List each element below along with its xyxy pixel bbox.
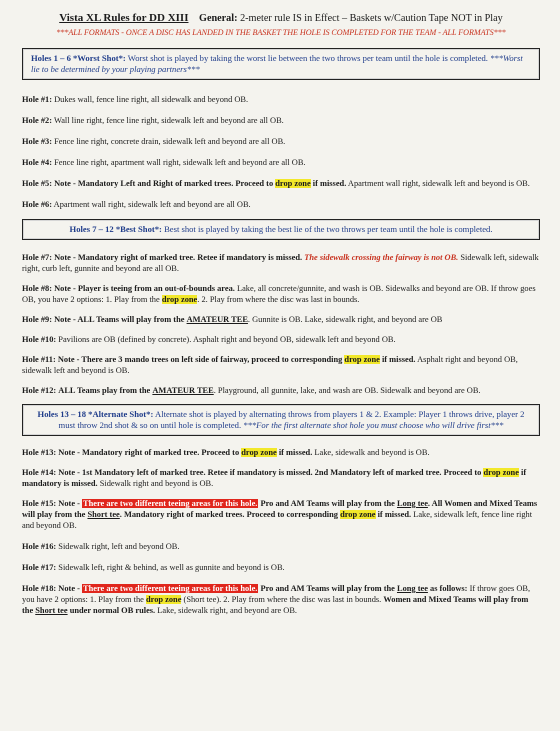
hole-12	[22, 385, 540, 396]
section-alternate-shot-heading: Holes 13 – 18 *Alternate Shot*:	[37, 409, 154, 419]
hole-label: Hole #18:	[22, 584, 57, 593]
hole-13	[22, 447, 540, 458]
hole-note: if missed.	[312, 179, 347, 188]
drop-zone-highlight: drop zone	[161, 295, 198, 304]
hole-text: Sidewalk right and beyond is OB.	[99, 479, 214, 488]
hole-note: as follows:	[430, 584, 468, 593]
hole-text: If throw goes OB, you have 2 options: 1. Play from the	[22, 584, 531, 604]
hole-16	[22, 541, 540, 552]
hole-note: Pro and AM Teams will play from the	[260, 584, 395, 593]
section-best-shot-heading: Holes 7 – 12 *Best Shot*:	[69, 224, 162, 234]
hole-note: under normal OB rules.	[69, 606, 156, 615]
sidewalk-note: The sidewalk crossing the fairway is not OB.	[304, 253, 459, 262]
hole-text: . Playground, all gunnite, lake, and wash are OB. Sidewalk and beyond are OB.	[213, 386, 481, 395]
section-worst-shot-heading: Holes 1 – 6 *Worst Shot*:	[31, 53, 126, 63]
hole-label: Hole #16:	[22, 542, 57, 551]
hole-label: Hole #10:	[22, 335, 57, 344]
hole-15	[22, 498, 540, 531]
section-worst-shot	[22, 48, 540, 80]
hole-label: Hole #9:	[22, 315, 53, 324]
hole-note: Pro and AM Teams will play from the	[260, 499, 395, 508]
hole-label: Hole #6:	[22, 200, 53, 209]
hole-label: Hole #1:	[22, 95, 53, 104]
hole-text: Lake, sidewalk right, and beyond are OB.	[157, 606, 298, 615]
hole-label: Hole #8:	[22, 284, 53, 293]
hole-label: Hole #5:	[22, 179, 53, 188]
hole-note: Women and Mixed Teams will play from the	[22, 595, 529, 615]
hole-label: Hole #14:	[22, 468, 57, 477]
two-teeing-areas-alert: There are two different teeing areas for this hole.	[83, 584, 258, 593]
hole-18	[22, 583, 540, 616]
section-best-shot	[22, 219, 540, 240]
section-alternate-shot-note: ***For the first alternate shot hole you must choose who will drive first***	[243, 420, 504, 430]
header	[22, 12, 540, 25]
long-tee: Long tee	[396, 584, 428, 593]
hole-7	[22, 252, 540, 274]
drop-zone-highlight: drop zone	[483, 468, 519, 477]
section-worst-shot-note: ***Worst lie to be determined by your playing partners***	[31, 53, 523, 74]
hole-note: Note - Mandatory Left and Right of marked trees. Proceed to	[54, 179, 274, 188]
section-alternate-shot	[22, 404, 540, 436]
hole-8	[22, 283, 540, 305]
section-worst-shot-text: Worst shot is played by taking the worst lie between the two throws per team until the hole is completed.	[127, 53, 488, 63]
page-title: Vista XL Rules for DD XIII	[59, 12, 189, 24]
hole-3	[22, 136, 540, 147]
hole-note: Note - There are 3 mando trees on left side of fairway, proceed to corresponding	[57, 355, 343, 364]
hole-note: Note - ALL Teams will play from the	[54, 315, 185, 324]
hole-note: if mandatory is missed.	[22, 468, 527, 488]
hole-note: Note - Mandatory right of marked tree. Proceed to	[58, 448, 240, 457]
hole-note: Note -	[58, 499, 80, 508]
drop-zone-highlight: drop zone	[241, 448, 277, 457]
short-tee: Short tee	[87, 510, 120, 519]
hole-note: if missed.	[377, 510, 412, 519]
hole-5	[22, 178, 540, 189]
hole-note: if missed.	[278, 448, 313, 457]
hole-label: Hole #12:	[22, 386, 57, 395]
hole-text: Sidewalk left, sidewalk right, curb left, gunnite and beyond are all OB.	[22, 253, 539, 273]
hole-6	[22, 199, 540, 210]
hole-note: . Mandatory right of marked trees. Proceed to corresponding	[119, 510, 338, 519]
hole-17	[22, 562, 540, 573]
hole-text: Apartment wall right, sidewalk left and beyond is OB.	[347, 179, 530, 188]
hole-text: Lake, all concrete/gunnite, and wash is OB. Sidewalks and beyond are OB. If throw goes OB, you have 2 options: 1. Play from the	[22, 284, 536, 304]
hole-text: Lake, sidewalk and beyond is OB.	[314, 448, 430, 457]
two-teeing-areas-alert: There are two different teeing areas for this hole.	[83, 499, 258, 508]
hole-text: Fence line right, concrete drain, sidewalk left and beyond are all OB.	[54, 137, 286, 146]
drop-zone-highlight: drop zone	[344, 355, 380, 364]
hole-text: Dukes wall, fence line right, all sidewalk and beyond OB.	[54, 95, 249, 104]
hole-1	[22, 94, 540, 105]
all-formats-warning: ***ALL FORMATS - ONCE A DISC HAS LANDED IN THE BASKET THE HOLE IS COMPLETED FOR THE TEAM - ALL FORMATS***	[56, 28, 506, 37]
long-tee: Long tee	[396, 499, 428, 508]
hole-label: Hole #17:	[22, 563, 57, 572]
hole-note: Note - Mandatory right of marked tree. Retee if mandatory is missed.	[54, 253, 303, 262]
hole-4	[22, 157, 540, 168]
amateur-tee: AMATEUR TEE	[186, 315, 248, 324]
short-tee: Short tee	[35, 606, 68, 615]
hole-text: Pavilions are OB (defined by concrete). Asphalt right and beyond OB, sidewalk left and beyond OB.	[58, 335, 396, 344]
hole-text: Sidewalk left, right & behind, as well as gunnite and beyond is OB.	[58, 563, 285, 572]
drop-zone-highlight: drop zone	[340, 510, 376, 519]
hole-text: Asphalt right and beyond OB, sidewalk left and beyond is OB.	[22, 355, 518, 375]
hole-label: Hole #7:	[22, 253, 53, 262]
hole-text: (Short tee). 2. Play from where the disc was last in bounds.	[183, 595, 382, 604]
hole-14	[22, 467, 540, 489]
hole-label: Hole #2:	[22, 116, 53, 125]
hole-note: if missed.	[381, 355, 416, 364]
hole-text: Sidewalk right, left and beyond OB.	[58, 542, 180, 551]
hole-11	[22, 354, 540, 376]
hole-9	[22, 314, 540, 325]
hole-text: Lake, sidewalk left, fence line right and beyond OB.	[22, 510, 533, 530]
hole-note: Note -	[58, 584, 80, 593]
hole-10	[22, 334, 540, 345]
hole-text: Wall line right, fence line right, sidewalk left and beyond are all OB.	[53, 116, 284, 125]
amateur-tee: AMATEUR TEE	[152, 386, 214, 395]
section-best-shot-text: Best shot is played by taking the best lie of the two throws per team until the hole is completed.	[164, 224, 493, 234]
hole-label: Hole #4:	[22, 158, 53, 167]
hole-text: Apartment wall right, sidewalk left and beyond are all OB.	[53, 200, 251, 209]
hole-2	[22, 115, 540, 126]
hole-note: . All Women and Mixed Teams will play from the	[22, 499, 538, 519]
hole-note: Note - 1st Mandatory left of marked tree. Retee if mandatory is missed. 2nd Mandatory left of marked tree. Proceed to	[58, 468, 482, 477]
hole-text: Fence line right, apartment wall right, sidewalk left and beyond are all OB.	[54, 158, 306, 167]
hole-text: . 2. Play from where the disc was last in bounds.	[197, 295, 360, 304]
hole-note: ALL Teams play from the	[58, 386, 151, 395]
drop-zone-highlight: drop zone	[145, 595, 182, 604]
hole-note: Note - Player is teeing from an out-of-bounds area.	[54, 284, 235, 293]
general-text: 2-meter rule IS in Effect – Baskets w/Caution Tape NOT in Play	[240, 13, 503, 24]
hole-label: Hole #13:	[22, 448, 57, 457]
hole-label: Hole #11:	[22, 355, 56, 364]
general-label: General:	[199, 13, 238, 24]
drop-zone-highlight: drop zone	[275, 179, 311, 188]
hole-label: Hole #15:	[22, 499, 57, 508]
hole-text: . Gunnite is OB. Lake, sidewalk right, and beyond are OB	[247, 315, 443, 324]
hole-label: Hole #3:	[22, 137, 53, 146]
section-alternate-shot-text: Alternate shot is played by alternating throws from players 1 & 2. Example: Player 1 throws drive, player 2 must throw 2nd shot & so on until hole is completed.	[58, 409, 525, 430]
